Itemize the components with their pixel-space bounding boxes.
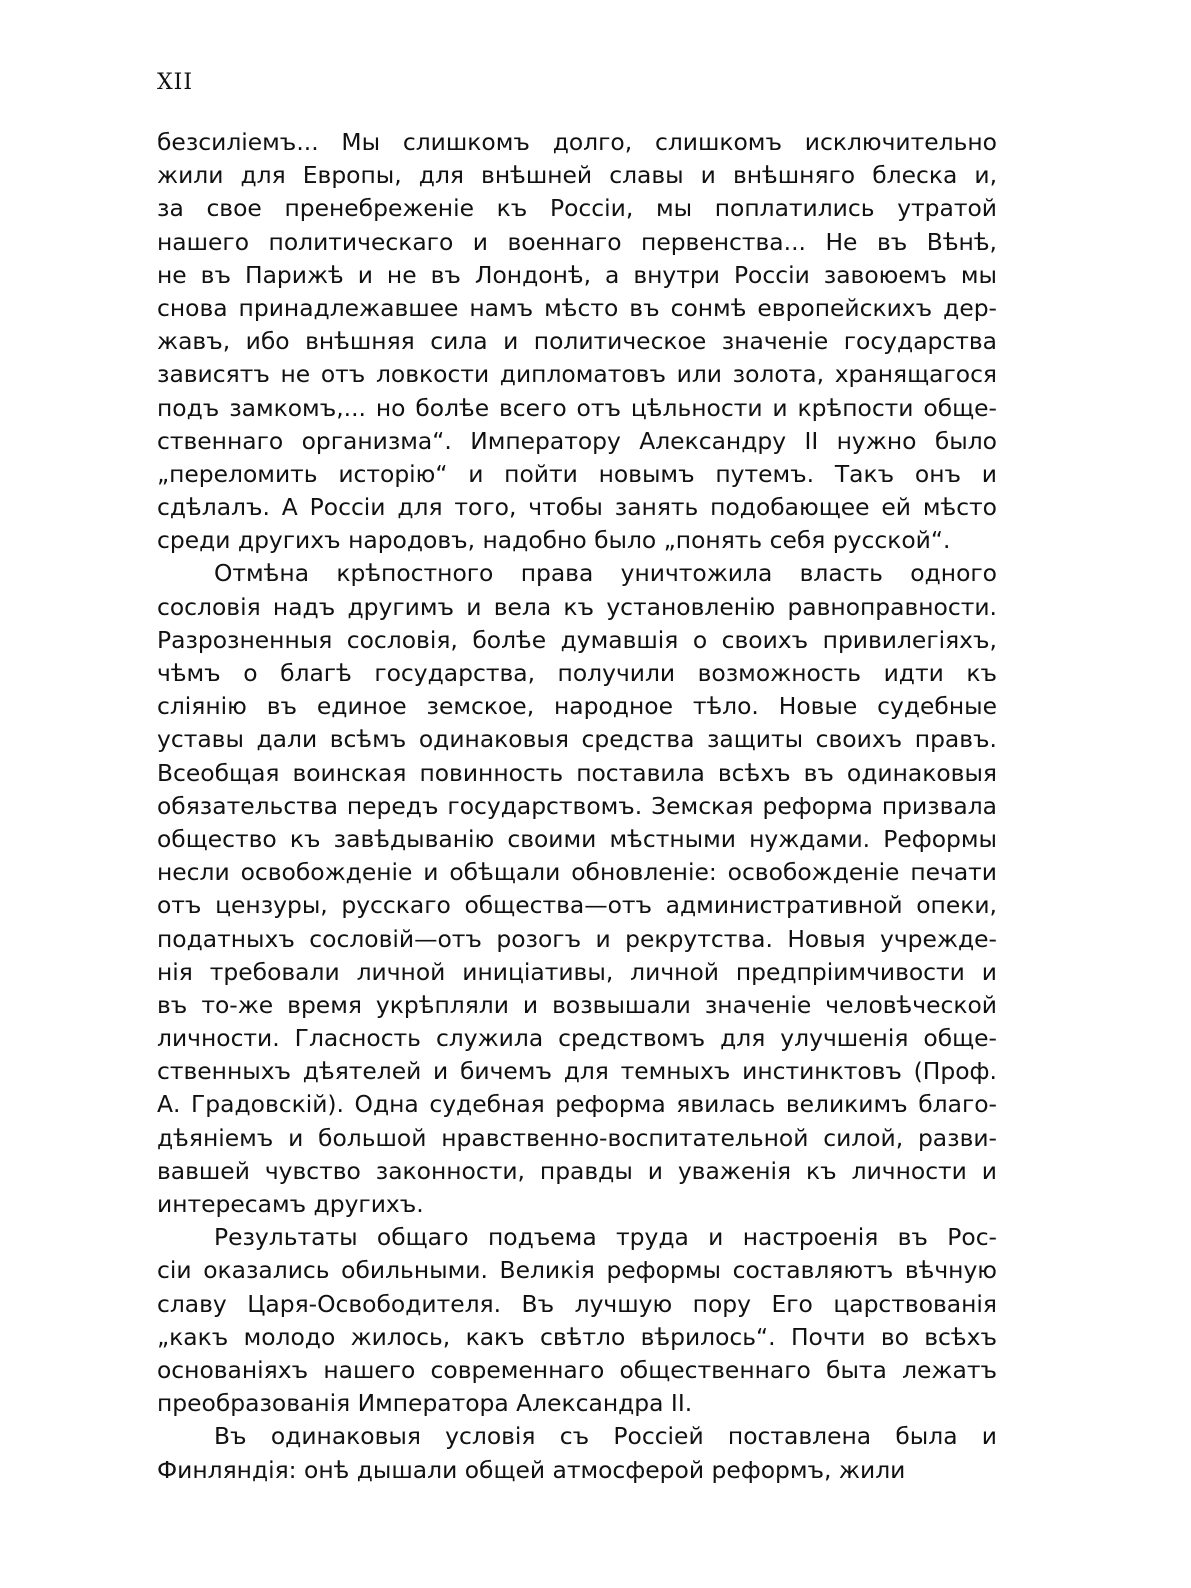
text-line: Разрозненныя сословія, болѣе думавшія о своихъ привилегіяхъ, (157, 625, 997, 654)
text-line: ственнаго организма“. Императору Александру II нужно было (157, 426, 997, 455)
text-line: подъ замкомъ,... но болѣе всего отъ цѣльности и крѣпости обще- (157, 393, 997, 422)
text-line: дѣяніемъ и большой нравственно-воспитательной силой, разви- (157, 1123, 997, 1152)
text-line: жавъ, ибо внѣшняя сила и политическое значеніе государства (157, 327, 997, 356)
text-line: обязательства передъ государствомъ. Земская реформа призвала (157, 791, 997, 820)
text-line: основаніяхъ нашего современнаго общественнаго быта лежатъ (157, 1355, 997, 1384)
page-number: XII (157, 70, 194, 95)
text-line: снова принадлежавшее намъ мѣсто въ сонмѣ европейскихъ дер- (157, 293, 997, 322)
text-line: личности. Гласность служила средствомъ для улучшенія обще- (157, 1024, 997, 1053)
text-line: за свое пренебреженіе къ Россіи, мы поплатились утратой (157, 194, 997, 223)
text-line: ственныхъ дѣятелей и бичемъ для темныхъ инстинктовъ (Проф. (157, 1057, 997, 1086)
text-line: Финляндія: онѣ дышали общей атмосферой реформъ, жили (157, 1455, 906, 1484)
text-line: сословія надъ другимъ и вела къ установленію равноправности. (157, 592, 997, 621)
text-line: Отмѣна крѣпостного права уничтожила власть одного (214, 559, 997, 588)
text-line: уставы дали всѣмъ одинаковыя средства защиты своихъ правъ. (157, 725, 997, 754)
body-text (157, 126, 997, 1487)
text-line: „какъ молодо жилось, какъ свѣтло вѣрилось“. Почти во всѣхъ (157, 1322, 997, 1351)
text-line: сіи оказались обильными. Великія реформы составляютъ вѣчную (157, 1256, 997, 1285)
text-line: славу Царя-Освободителя. Въ лучшую пору Его царствованія (157, 1289, 997, 1318)
text-line: А. Градовскій). Одна судебная реформа явилась великимъ благо- (157, 1090, 997, 1119)
text-line: зависятъ не отъ ловкости дипломатовъ или золота, хранящагося (157, 360, 997, 389)
text-line: сліянію въ единое земское, народное тѣло. Новые судебные (157, 692, 997, 721)
text-line: среди другихъ народовъ, надобно было „понять себя русской“. (157, 526, 951, 555)
paragraph (157, 1420, 997, 1486)
text-line: вавшей чувство законности, правды и уваженія къ личности и (157, 1156, 997, 1185)
text-line: жили для Европы, для внѣшней славы и внѣшняго блеска и, (157, 161, 997, 190)
text-line: безсиліемъ... Мы слишкомъ долго, слишкомъ исключительно (157, 128, 997, 156)
text-line: общество къ завѣдыванію своими мѣстными нуждами. Реформы (157, 824, 997, 853)
paragraph (157, 557, 997, 1221)
text-line: нашего политическаго и военнаго первенства... Не въ Вѣнѣ, (157, 227, 997, 256)
text-line: несли освобожденіе и обѣщали обновленіе: освобожденіе печати (157, 858, 997, 887)
text-line: нія требовали личной иниціативы, личной предпріимчивости и (157, 957, 997, 986)
text-line: преобразованія Императора Александра II. (157, 1389, 693, 1418)
paragraph (157, 1221, 997, 1420)
text-line: Всеобщая воинская повинность поставила всѣхъ въ одинаковыя (157, 758, 997, 787)
text-line: интересамъ другихъ. (157, 1190, 424, 1218)
text-line: податныхъ сословій—отъ розогъ и рекрутства. Новыя учрежде- (157, 924, 997, 953)
text-line: Результаты общаго подъема труда и настроенія въ Рос- (214, 1223, 997, 1252)
paragraph (157, 126, 997, 557)
text-line: въ то-же время укрѣпляли и возвышали значеніе человѣческой (157, 990, 997, 1019)
text-line: отъ цензуры, русскаго общества—отъ административной опеки, (157, 891, 997, 920)
text-line: не въ Парижѣ и не въ Лондонѣ, а внутри Россіи завоюемъ мы (157, 260, 997, 289)
text-line: Въ одинаковыя условія съ Россіей поставлена была и (214, 1422, 997, 1451)
text-line: чѣмъ о благѣ государства, получили возможность идти къ (157, 659, 997, 687)
text-line: „переломить исторію“ и пойти новымъ путемъ. Такъ онъ и (157, 459, 997, 488)
text-line: сдѣлалъ. А Россіи для того, чтобы занять подобающее ей мѣсто (157, 493, 997, 522)
